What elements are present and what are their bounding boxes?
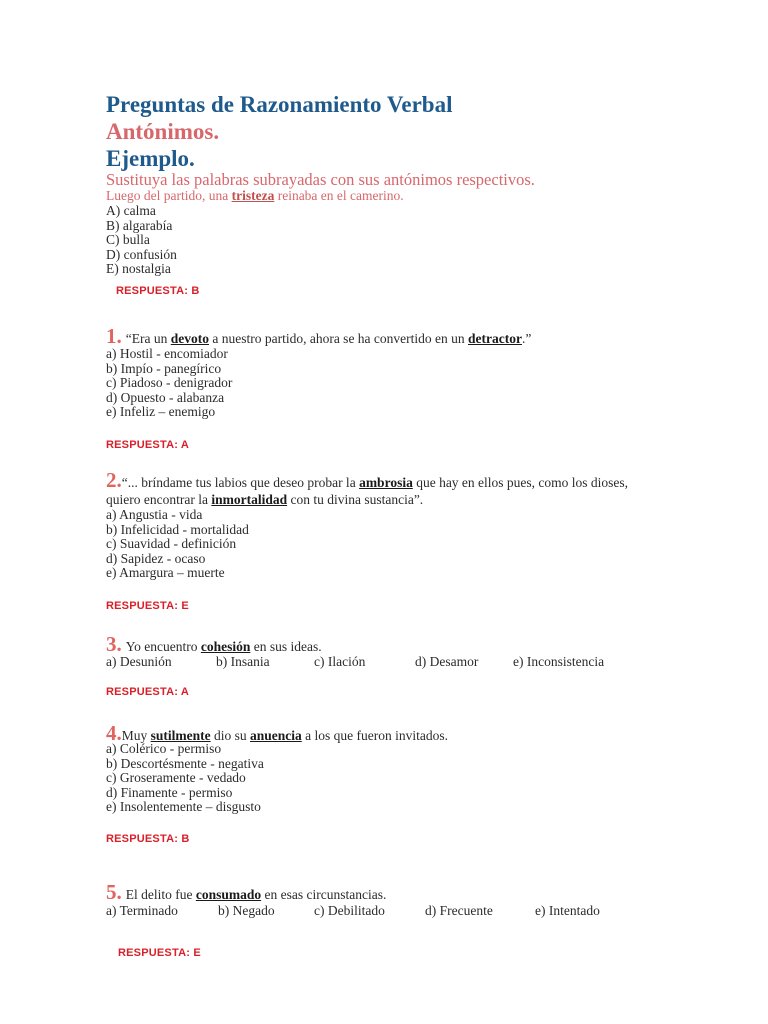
- example-option: A) calma: [106, 203, 156, 218]
- option: b) Infelicidad - mortalidad: [106, 521, 249, 537]
- example-sentence-before: Luego del partido, una: [106, 188, 232, 203]
- option: e) Intentado: [535, 903, 600, 918]
- example-answer: RESPUESTA: B: [116, 285, 200, 297]
- underlined-word: anuencia: [250, 728, 302, 743]
- page-title: Preguntas de Razonamiento Verbal: [106, 92, 453, 117]
- question-1-answer: RESPUESTA: A: [106, 439, 190, 451]
- question-5-answer: RESPUESTA: E: [118, 947, 201, 959]
- option: e) Infeliz – enemigo: [106, 404, 216, 419]
- question-number: 2.: [106, 468, 122, 492]
- question-2-answer: RESPUESTA: E: [106, 600, 189, 612]
- option: b) Descortésmente - negativa: [106, 755, 264, 771]
- question-stem: Yo encuentro cohesión en sus ideas.: [125, 639, 322, 654]
- question-number: 5.: [106, 880, 122, 904]
- example-option: B) algarabía: [106, 217, 173, 233]
- option: d) Opuesto - alabanza: [106, 389, 225, 405]
- question-number: 4.: [106, 721, 122, 745]
- underlined-word: ambrosia: [359, 475, 413, 490]
- question-stem: Muy sutilmente dio su anuencia a los que fueron invitados.: [121, 728, 449, 743]
- option: e) Inconsistencia: [513, 654, 605, 669]
- option: a) Colérico - permiso: [106, 741, 222, 756]
- question-4-answer: RESPUESTA: B: [106, 833, 190, 845]
- option: b) Negado: [218, 903, 275, 918]
- option: c) Piadoso - denigrador: [106, 375, 233, 390]
- instruction-text: Sustituya las palabras subrayadas con sus antónimos respectivos.: [106, 170, 535, 189]
- question-stem-line-1: “... bríndame tus labios que deseo probar la ambrosia que hay en ellos pues, como los dioses,: [121, 475, 629, 490]
- example-option: E) nostalgia: [106, 261, 171, 276]
- option: d) Finamente - permiso: [106, 784, 233, 800]
- question-5: [106, 880, 386, 905]
- question-number: 3.: [106, 632, 122, 656]
- underlined-word: devoto: [170, 331, 209, 346]
- option: e) Insolentemente – disgusto: [106, 799, 261, 814]
- underlined-word: detractor: [468, 331, 522, 346]
- option: c) Groseramente - vedado: [106, 770, 246, 785]
- option: d) Desamor: [415, 654, 479, 669]
- question-2: [106, 468, 628, 493]
- question-4-options: [106, 742, 264, 815]
- option: d) Frecuente: [425, 903, 493, 918]
- option: a) Terminado: [106, 903, 178, 918]
- question-3-answer: RESPUESTA: A: [106, 686, 190, 698]
- example-sentence-after: reinaba en el camerino.: [274, 188, 404, 203]
- question-stem: El delito fue consumado en esas circunstancias.: [125, 887, 387, 902]
- question-number: 1.: [106, 324, 122, 348]
- option: b) Insania: [216, 654, 270, 669]
- question-stem-line-2: quiero encontrar la inmortalidad con tu divina sustancia”.: [106, 492, 424, 507]
- question-stem: “Era un devoto a nuestro partido, ahora se ha convertido en un detractor.”: [125, 331, 532, 346]
- option: a) Desunión: [106, 654, 172, 669]
- option: a) Hostil - encomiador: [106, 346, 228, 361]
- example-label: Ejemplo.: [106, 146, 195, 171]
- example-option: D) confusión: [106, 246, 177, 262]
- question-1-options: [106, 347, 232, 420]
- underlined-word: sutilmente: [150, 728, 211, 743]
- option: e) Amargura – muerte: [106, 565, 225, 580]
- section-subtitle: Antónimos.: [106, 119, 220, 144]
- underlined-word: inmortalidad: [211, 492, 288, 507]
- underlined-word: cohesión: [200, 639, 251, 654]
- option: b) Impío - panegírico: [106, 360, 222, 376]
- example-underlined-word: tristeza: [231, 188, 275, 203]
- example-option: C) bulla: [106, 232, 150, 247]
- option: c) Debilitado: [314, 903, 385, 918]
- option: c) Ilación: [314, 654, 366, 669]
- example-options: [106, 204, 177, 277]
- question-2-options: [106, 508, 249, 581]
- option: a) Angustia - vida: [106, 507, 203, 522]
- option: d) Sapidez - ocaso: [106, 550, 206, 566]
- underlined-word: consumado: [195, 887, 262, 902]
- option: c) Suavidad - definición: [106, 536, 237, 551]
- example-sentence: [106, 188, 404, 204]
